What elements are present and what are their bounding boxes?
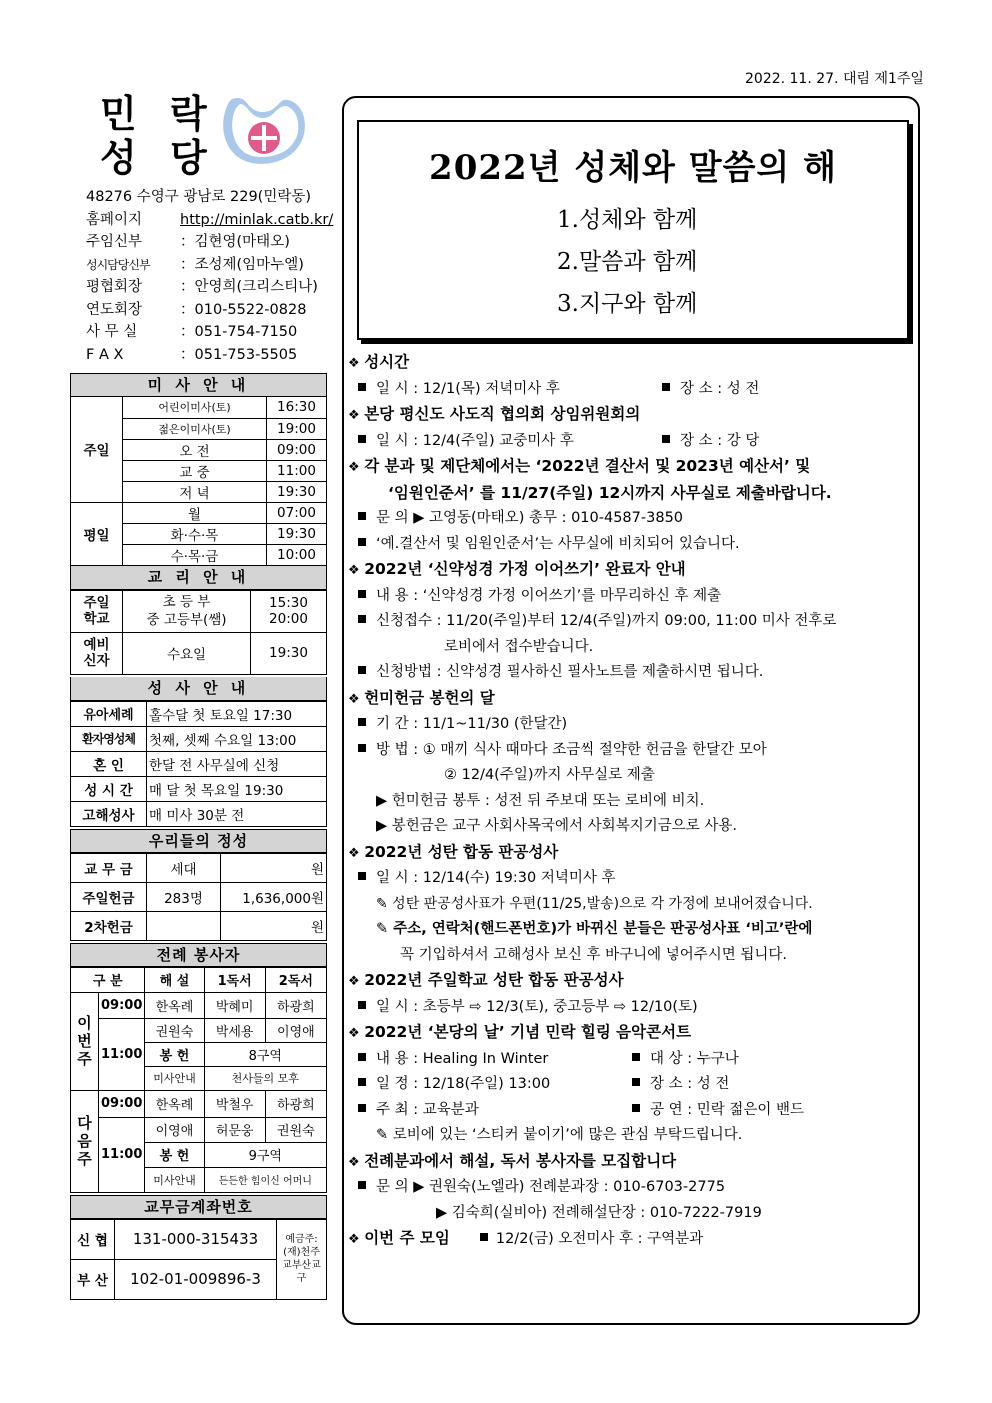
catechumen-time: 19:30 [251,632,327,674]
mass-time: 10:00 [267,544,327,565]
liturgy-cell: 한옥례 [145,992,204,1018]
liturgy-cell: 8구역 [204,1042,326,1066]
notice-text: ▶ 헌미헌금 봉투 : 성전 뒤 주보대 또는 로비에 비치. [376,792,705,809]
notice-line [348,1098,913,1124]
notice-heading: ❖ 2022년 주일학교 성탄 합동 판공성사 [348,968,913,995]
notice-line [348,1226,913,1253]
sacrament-key: 환자영성체 [71,726,147,751]
notice-text: 꼭 기입하셔서 고해성사 보신 후 바구니에 넣어주시면 됩니다. [400,946,788,963]
bullet-icon [632,1104,640,1112]
label-line: 학교 [83,611,110,627]
church-name [100,92,217,180]
bullet-icon [632,1078,640,1086]
contact-key: 주임신부 [86,234,143,250]
notice-text: 일 시 : 12/14(수) 19:30 저녁미사 후 [376,870,616,886]
sacrament-value: 첫째, 셋째 수요일 13:00 [147,726,327,751]
contact-row [86,299,336,322]
mass-name: 젊은이미사(토) [123,418,267,439]
address: 48276 수영구 광남로 229(민락동) [86,189,312,205]
notice-text: 장 소 : 강 당 [680,432,760,449]
liturgy-cell: 미사안내 [145,1167,204,1192]
mass-time: 16:30 [267,397,327,418]
liturgy-time: 11:00 [99,1117,145,1192]
contact-value: ：051-753-5505 [180,346,298,363]
notice-text: ✎ 주소, 연락처(핸드폰번호)가 바뀌신 분들은 판공성사표 ‘비고’란에 [376,921,813,937]
contact-info [86,186,336,366]
homepage-link[interactable]: http://minlak.catb.kr/ [180,211,334,228]
bank-name: 신 협 [71,1219,115,1259]
offering-heading: 우리들의 정성 [70,829,327,853]
bullet-icon [358,590,366,598]
catechumen-day: 수요일 [123,632,251,674]
contact-row [86,231,336,254]
notice-text: 문 의 ▶ 고영동(마태오) 총무 : 010-4587-3850 [376,510,684,526]
contact-value: ：051-754-7150 [180,324,298,340]
group-time: 15:30 [269,595,308,611]
notice-text: ▶ 김숙희(실비아) 전례해설단장 : 010-7222-7919 [436,1204,762,1221]
liturgy-cell: 하광희 [265,992,326,1018]
account-number: 131-000-315433 [115,1219,277,1259]
contact-key: F A X [86,346,124,363]
notice-heading: ❖ 본당 평신도 사도직 협의회 상임위원회의 [348,402,913,429]
bullet-icon [632,1053,640,1061]
liturgy-time: 11:00 [99,1018,145,1090]
bullet-icon [358,1104,366,1112]
catechism-table [70,590,327,675]
notice-text: 방 법 : ① 매끼 식사 때마다 조금씩 절약한 헌금을 한달간 모아 [376,741,767,758]
church-logo-icon [218,94,308,166]
liturgy-table [70,967,327,1193]
catechumen-label [71,632,123,674]
mass-name: 월 [123,502,267,523]
account-table [70,1219,327,1300]
bullet-icon [358,872,366,880]
notice-text: 일 시 : 12/1(목) 저녁미사 후 [376,380,560,397]
contact-key: 홈페이지 [86,211,143,228]
bullet-icon [358,1001,366,1009]
liturgy-cell: 한옥례 [145,1090,204,1117]
bullet-icon [358,1181,366,1189]
church-name-line2: 성 당 [100,135,217,180]
contact-value: ：안영희(크리스티나) [180,279,318,295]
notice-text: 내 용 : Healing In Winter [376,1050,549,1067]
sacrament-value: 매 달 첫 목요일 19:30 [147,776,327,801]
next-week-label: 다음주 [71,1090,99,1192]
liturgy-time: 09:00 [99,1090,145,1117]
notice-text: 장 소 : 성 전 [650,1076,730,1092]
bullet-icon [358,1078,366,1086]
bullet-icon [358,383,366,391]
notice-heading: ❖ 헌미헌금 봉헌의 달 [348,686,913,713]
notice-text: 기 간 : 11/1~11/30 (한달간) [376,716,568,732]
account-number: 102-01-009896-3 [115,1259,277,1299]
notice-text: 공 연 : 민락 젊은이 밴드 [650,1101,804,1118]
contact-value: ：010-5522-0828 [180,301,307,318]
sacrament-heading: 성 사 안 내 [70,677,327,701]
liturgy-cell: 박철우 [204,1090,265,1117]
notice-text: 로비에서 접수받습니다. [444,638,594,655]
contact-row [86,344,336,367]
notice-line [348,1175,913,1201]
liturgy-cell: 9구역 [204,1142,326,1167]
label-line: 예비 [83,637,110,653]
school-groups [123,590,251,632]
bullet-icon [358,744,366,752]
liturgy-cell: 박혜미 [204,992,265,1018]
liturgy-cell: 하광희 [265,1090,326,1117]
liturgy-time: 09:00 [99,992,145,1018]
notice-text: 내 용 : ‘신약성경 가정 이어쓰기’를 마무리하신 후 제출 [376,587,722,604]
notice-text: 문 의 ▶ 권원숙(노엘라) 전례분과장 : 010-6703-2775 [376,1179,726,1195]
notice-line [348,866,913,892]
theme-title: 2022년 성체와 말씀의 해 [429,148,837,188]
notice-heading: ❖ 각 분과 및 제단체에서는 ‘2022년 결산서 및 2023년 예산서’ 및 [348,454,913,481]
mass-time: 09:00 [267,439,327,460]
notice-line [348,1072,913,1098]
church-name-line1: 민 락 [100,91,217,136]
notice-text: 대 상 : 누구나 [650,1050,739,1067]
mass-name: 화·수·목 [123,523,267,544]
contact-row [86,276,336,299]
bullet-icon [662,383,670,391]
mass-time: 07:00 [267,502,327,523]
notice-heading: ❖ 성시간 [348,350,913,377]
mass-name: 어린이미사(토) [123,397,267,418]
bullet-icon [358,435,366,443]
liturgy-cell: 권원숙 [265,1117,326,1142]
notice-line [348,429,913,455]
notice-text: 장 소 : 성 전 [680,380,760,397]
contact-key: 평협회장 [86,279,143,295]
school-times [251,590,327,632]
liturgy-col-head: 구 분 [71,967,145,992]
mass-name: 오 전 [123,439,267,460]
liturgy-cell: 허문웅 [204,1117,265,1142]
notice-line [348,584,913,610]
sacrament-table [70,701,327,827]
notice-line [348,532,913,558]
notice-heading: ❖ 2022년 ‘본당의 날’ 기념 민락 힐링 음악콘서트 [348,1020,913,1047]
offering-amount: 1,636,000원 [221,882,327,911]
theme-point: 1.성체와 함께 [557,207,698,233]
account-heading: 교무금계좌번호 [70,1195,327,1219]
mass-time: 19:30 [267,523,327,544]
notice-line [348,995,913,1021]
offering-count: 283명 [147,882,221,911]
weekday-label: 평일 [71,502,123,565]
notice-text: 일 정 : 12/18(주일) 13:00 [376,1076,551,1092]
mass-schedule-table [70,397,327,566]
notices [348,350,913,1253]
notice-text: 12/2(금) 오전미사 후 : 구역분과 [495,1231,704,1247]
notice-heading: ❖ 2022년 성탄 합동 판공성사 [348,840,913,867]
contact-value: ：조성제(임마누엘) [180,256,304,273]
liturgy-cell: 미사안내 [145,1066,204,1090]
notice-text: 신청방법 : 신약성경 필사하신 필사노트를 제출하시면 됩니다. [376,664,764,680]
bullet-icon [358,538,366,546]
this-week-label: 이번주 [71,992,99,1090]
bullet-icon [662,435,670,443]
label-line: 주일 [83,595,110,611]
sacrament-key: 유아세례 [71,701,147,726]
offering-amount: 원 [221,911,327,940]
liturgy-col-head: 1독서 [204,967,265,992]
liturgy-cell: 박세용 [204,1018,265,1042]
sacrament-key: 성 시 간 [71,776,147,801]
label-line: 신자 [83,653,110,669]
catechism-heading: 교 리 안 내 [70,566,327,590]
contact-key: 연도회장 [86,301,143,318]
notice-text: ▶ 봉헌금은 교구 사회사목국에서 사회복지기금으로 사용. [376,818,737,834]
notice-heading: ❖ 이번 주 모임 [348,1229,450,1247]
liturgy-cell: 봉 헌 [145,1142,204,1167]
liturgy-cell: 든든한 힘이신 어머니 [204,1167,326,1192]
offering-amount: 원 [221,853,327,882]
liturgy-col-head: 해 설 [145,967,204,992]
notice-line [348,712,913,738]
notice-text: 신청접수 : 11/20(주일)부터 12/4(주일)까지 09:00, 11:00 미사 전후로 [376,613,837,629]
theme-box [357,120,909,340]
mass-time: 19:00 [267,418,327,439]
mass-name: 저 녁 [123,481,267,502]
notice-heading-cont: ‘임원인준서’ 를 11/27(주일) 12시까지 사무실로 제출바랍니다. [388,483,832,502]
left-column [70,373,327,1300]
bullet-icon [480,1233,488,1241]
sacrament-value: 한달 전 사무실에 신청 [147,751,327,776]
notice-heading: ❖ 전례분과에서 해설, 독서 봉사자를 모집합니다 [348,1149,913,1176]
theme-points [359,199,907,325]
contact-row [86,321,336,344]
liturgy-cell: 이영애 [265,1018,326,1042]
bullet-icon [358,666,366,674]
group-name: 초 등 부 [162,594,211,610]
notice-text: 주 최 : 교육분과 [376,1101,479,1118]
sacrament-value: 홀수달 첫 토요일 17:30 [147,701,327,726]
bulletin-date: 2022. 11. 27. 대림 제1주일 [745,71,924,87]
mass-time: 11:00 [267,460,327,481]
offering-key: 교 무 금 [71,853,147,882]
liturgy-cell: 천사들의 모후 [204,1066,326,1090]
offering-key: 2차헌금 [71,911,147,940]
notice-text: ‘예.결산서 및 임원인준서’는 사무실에 비치되어 있습니다. [376,535,740,552]
liturgy-cell: 봉 헌 [145,1042,204,1066]
liturgy-cell: 이영애 [145,1117,204,1142]
notice-heading: ❖ 2022년 ‘신약성경 가정 이어쓰기’ 완료자 안내 [348,557,913,584]
sunday-school-label [71,590,123,632]
offering-count [147,911,221,940]
sunday-label: 주일 [71,397,123,502]
notice-line [348,506,913,532]
notice-line [348,660,913,686]
notice-text: ✎ 로비에 있는 ‘스티커 붙이기’에 많은 관심 부탁드립니다. [376,1127,743,1143]
group-time: 20:00 [269,611,308,627]
notice-text: 일 시 : 12/4(주일) 교중미사 후 [376,432,574,449]
sacrament-key: 혼 인 [71,751,147,776]
notice-line [348,738,913,764]
bullet-icon [358,615,366,623]
account-holder: 예금주:(재)천주교부산교구 [277,1219,327,1299]
sacrament-key: 고해성사 [71,801,147,826]
bullet-icon [358,512,366,520]
mass-schedule-heading: 미 사 안 내 [70,373,327,397]
contact-key: 성시담당신부 [86,257,150,272]
bank-name: 부 산 [71,1259,115,1299]
notice-line [348,1047,913,1073]
mass-name: 수·목·금 [123,544,267,565]
liturgy-heading: 전례 봉사자 [70,943,327,967]
group-name: 중 고등부(쌤) [146,612,227,628]
bullet-icon [358,1053,366,1061]
offering-count: 세대 [147,853,221,882]
theme-point: 3.지구와 함께 [557,291,698,317]
bullet-icon [358,718,366,726]
contact-row [86,209,336,232]
notice-line [348,377,913,403]
liturgy-cell: 권원숙 [145,1018,204,1042]
notice-text: ② 12/4(주일)까지 사무실로 제출 [444,767,655,783]
offering-table [70,853,327,941]
liturgy-col-head: 2독서 [265,967,326,992]
sacrament-value: 매 미사 30분 전 [147,801,327,826]
contact-value: ：김현영(마태오) [180,234,290,250]
notice-text: 일 시 : 초등부 ⇨ 12/3(토), 중고등부 ⇨ 12/10(토) [376,998,698,1015]
notice-line [348,609,913,635]
notice-text: ✎ 성탄 판공성사표가 우편(11/25,발송)으로 각 가정에 보내어졌습니다. [376,895,813,912]
contact-row [86,254,336,277]
theme-point: 2.말씀과 함께 [557,249,698,275]
mass-name: 교 중 [123,460,267,481]
offering-key: 주일헌금 [71,882,147,911]
contact-key: 사 무 실 [86,324,138,340]
mass-time: 19:30 [267,481,327,502]
